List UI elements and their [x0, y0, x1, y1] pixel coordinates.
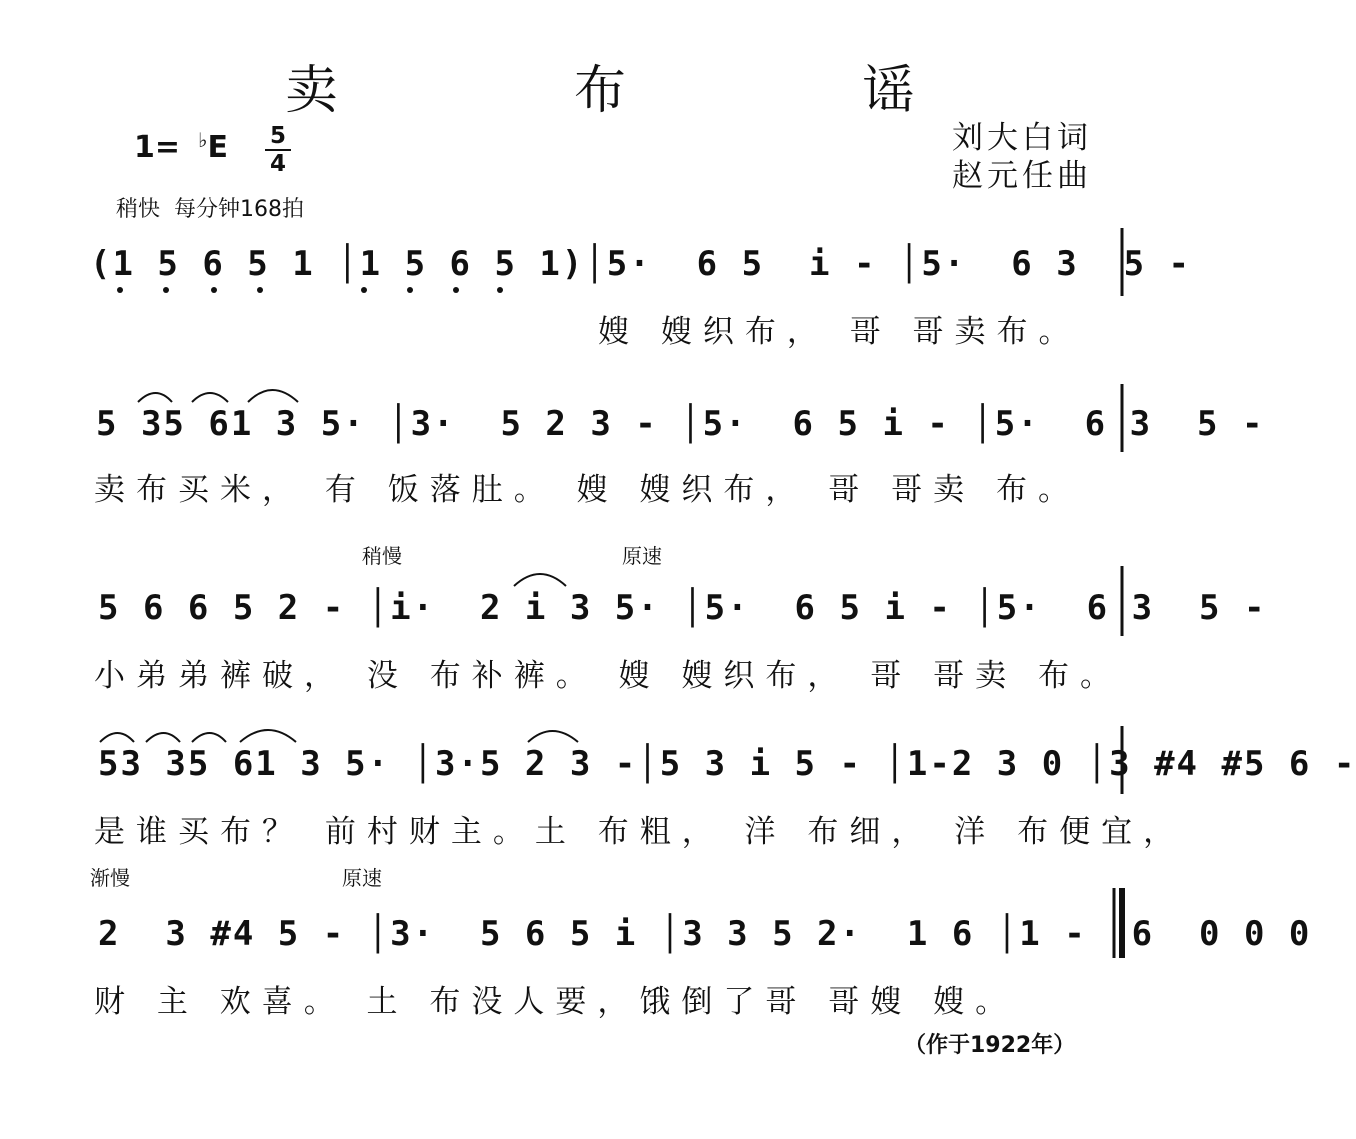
tie	[248, 390, 298, 402]
octave-dot	[163, 287, 169, 293]
tie	[240, 730, 296, 742]
lyrics-row-2: 卖布买米， 有 饭落肚。 嫂 嫂织布， 哥 哥卖 布。	[94, 472, 1080, 508]
octave-dot	[211, 287, 217, 293]
flat-sign: ♭	[198, 128, 208, 152]
tie	[100, 733, 134, 742]
tie	[528, 731, 578, 742]
lyrics-row-5: 财 主 欢喜。 土 布没人要，饿倒了哥 哥嫂 嫂。	[94, 984, 1018, 1020]
octave-dot	[257, 287, 263, 293]
direction-slower: 稍慢	[362, 544, 402, 568]
lyrics-row-3: 小弟弟裤破， 没 布补裤。 嫂 嫂织布， 哥 哥卖 布。	[94, 658, 1122, 694]
composer-credit: 赵元任曲	[952, 158, 1092, 194]
direction-resume-1: 原速	[622, 544, 662, 568]
octave-dot	[497, 287, 503, 293]
music-row-5: 2 3 #4 5 - │3· 5 6 5 i │3 3 5 2· 1 6 │1 - 6 0 0 0	[98, 914, 1312, 954]
composition-date: （作于1922年）	[904, 1033, 1076, 1058]
tie	[146, 733, 180, 742]
octave-dot	[453, 287, 459, 293]
music-row-3: 5 6 6 5 2 - │i· 2 i 3 5· │5· 6 5 i - │5· 6 3 5 -	[98, 588, 1267, 628]
tie	[192, 733, 226, 742]
song-title: 卖 布 谣	[285, 61, 1025, 121]
lyrics-row-4: 是谁买布？ 前村财主。土 布粗， 洋 布细， 洋 布便宜，	[94, 814, 1186, 850]
key-note: E	[207, 130, 228, 165]
direction-gradual-slow: 渐慢	[90, 866, 130, 890]
tie	[514, 574, 566, 586]
octave-dot	[361, 287, 367, 293]
tempo-marking: 稍快 每分钟168拍	[116, 197, 304, 222]
octave-dot	[407, 287, 413, 293]
tie	[192, 393, 228, 402]
time-signature-top: 5	[269, 123, 286, 149]
tie	[138, 393, 172, 402]
time-signature-bottom: 4	[269, 151, 286, 177]
octave-dot	[117, 287, 123, 293]
key-prefix: 1=	[134, 130, 181, 165]
music-row-2: 5 35 61 3 5· │3· 5 2 3 - │5· 6 5 i - │5· 6 3 5 -	[96, 404, 1265, 444]
lyrics-row-1: 嫂 嫂织布， 哥 哥卖布。	[598, 314, 1081, 350]
music-row-4: 53 35 61 3 5· │3·5 2 3 -│5 3 i 5 - │1-2 3 0 │3 #4 #5 6 -	[98, 744, 1356, 784]
direction-resume-2: 原速	[342, 866, 382, 890]
lyricist-credit: 刘大白词	[952, 120, 1092, 156]
music-row-1: (1 5 6 5 1 │1 5 6 5 1)│5· 6 5 i - │5· 6 3 5 -	[90, 244, 1192, 284]
